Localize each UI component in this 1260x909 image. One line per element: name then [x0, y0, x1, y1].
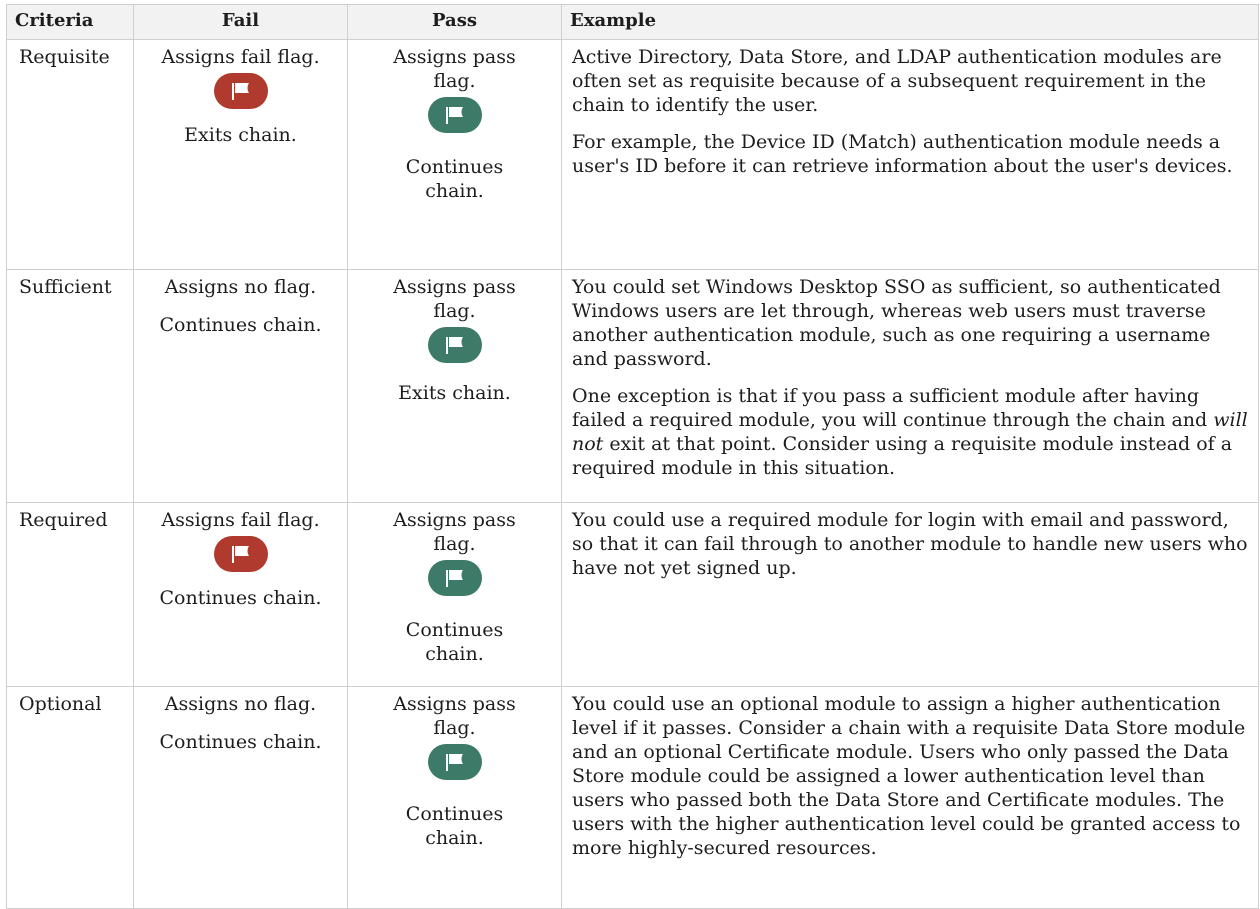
example-cell [562, 40, 1259, 270]
fail-cell [134, 40, 348, 270]
example-paragraph: You could set Windows Desktop SSO as sufficient, so authenticated Windows users are let through, whereas web users must traverse another authentication module, such as one requiring a username and password. [572, 276, 1221, 370]
pass-cell [348, 687, 562, 909]
table-row [7, 40, 1259, 270]
fail-cell [134, 270, 348, 503]
fail-text: Assigns fail flag. [161, 509, 320, 531]
example-emphasis: will not [572, 409, 1248, 455]
pass-cell [348, 40, 562, 270]
example-paragraph [572, 384, 1252, 480]
fail-outcome-text: Exits chain. [184, 124, 297, 146]
fail-cell [134, 503, 348, 687]
fail-cell [134, 687, 348, 909]
example-cell [562, 687, 1259, 909]
header-pass: Pass [348, 5, 562, 40]
example-paragraph: For example, the Device ID (Match) authentication module needs a user's ID before it can retrieve information about the user's devices. [572, 131, 1233, 177]
pass-cell [348, 270, 562, 503]
pass-text: Assigns pass flag. [393, 46, 516, 92]
criteria-cell: Requisite [7, 40, 134, 270]
pass-cell [348, 503, 562, 687]
pass-outcome-text: Continues chain. [405, 803, 504, 849]
header-criteria: Criteria [7, 5, 134, 40]
example-paragraph: You could use a required module for login with email and password, so that it can fail through to another module to handle new users who have not yet signed up. [572, 509, 1248, 579]
pass-flag-icon [428, 744, 482, 780]
pass-flag-icon [428, 560, 482, 596]
fail-outcome-text: Continues chain. [159, 314, 322, 336]
example-text: One exception is that if you pass a sufficient module after having failed a required module, you will continue through the chain and [572, 385, 1214, 431]
fail-text: Assigns no flag. [164, 693, 317, 715]
criteria-cell: Sufficient [7, 270, 134, 503]
header-fail: Fail [134, 5, 348, 40]
pass-text: Assigns pass flag. [393, 509, 516, 555]
pass-outcome-text: Continues chain. [405, 619, 504, 665]
header-example: Example [562, 5, 1259, 40]
example-text: exit at that point. Consider using a requisite module instead of a required module in this situation. [572, 433, 1233, 479]
pass-flag-icon [428, 327, 482, 363]
fail-flag-icon [214, 536, 268, 572]
fail-text: Assigns fail flag. [161, 46, 320, 68]
pass-outcome-text: Exits chain. [398, 382, 511, 404]
fail-text: Assigns no flag. [164, 276, 317, 298]
criteria-cell: Optional [7, 687, 134, 909]
table-row [7, 270, 1259, 503]
fail-outcome-text: Continues chain. [159, 587, 322, 609]
pass-flag-icon [428, 97, 482, 133]
example-paragraph: Active Directory, Data Store, and LDAP authentication modules are often set as requisite because of a subsequent requirement in the chain to identify the user. [572, 46, 1222, 116]
example-cell [562, 270, 1259, 503]
example-paragraph: You could use an optional module to assign a higher authentication level if it passes. Consider a chain with a requisite Data Store module and an optional Certificate module. Users who only passed the Data Store module could be assigned a lower authentication level than users who passed both the Data Store and Certificate modules. The users with the higher authentication level could be granted access to more highly-secured resources. [572, 693, 1246, 859]
fail-flag-icon [214, 73, 268, 109]
table-row [7, 503, 1259, 687]
table-row [7, 687, 1259, 909]
fail-outcome-text: Continues chain. [159, 731, 322, 753]
pass-text: Assigns pass flag. [393, 276, 516, 322]
criteria-cell: Required [7, 503, 134, 687]
pass-outcome-text: Continues chain. [405, 156, 504, 202]
criteria-table [6, 4, 1259, 909]
example-cell [562, 503, 1259, 687]
pass-text: Assigns pass flag. [393, 693, 516, 739]
table-header-row [7, 5, 1259, 40]
